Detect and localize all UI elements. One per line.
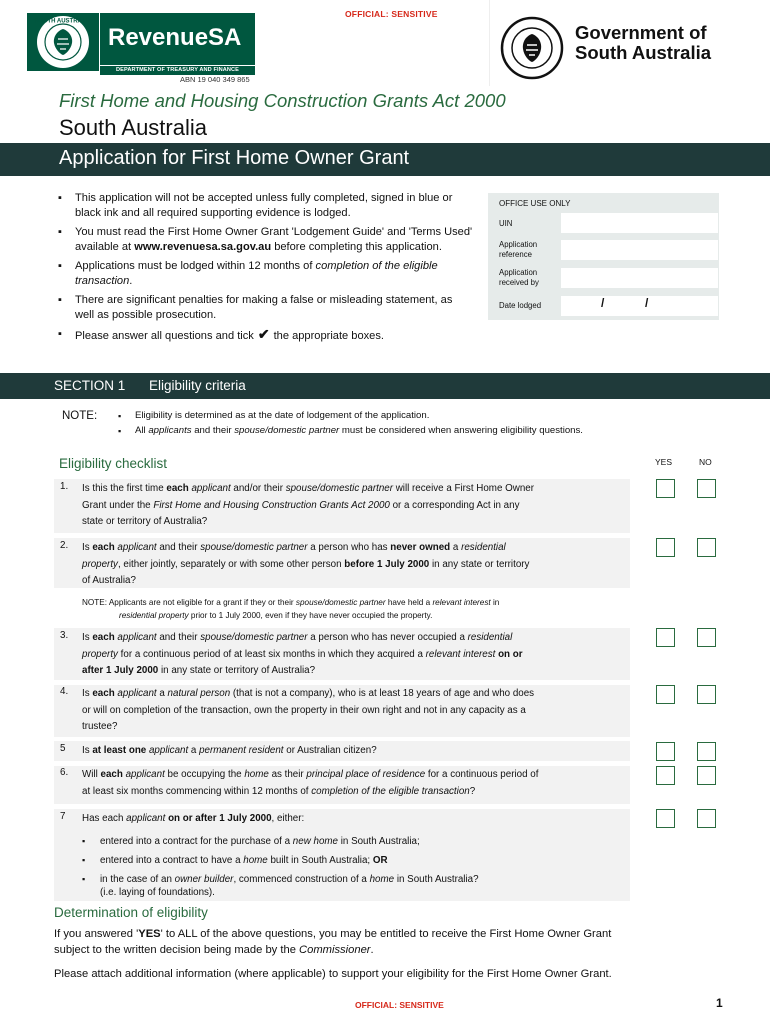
question-2-note-line: NOTE: Applicants are not eligible for a grant if they or their spouse/domestic partner have held a relevant interest in [82, 598, 500, 607]
question-2-yes-checkbox[interactable] [656, 538, 675, 557]
question-7-option: ▪ entered into a contract for the purchase of a new home in South Australia; [82, 835, 582, 848]
classification-label: OFFICIAL: SENSITIVE [345, 9, 438, 19]
question-4-text [82, 686, 534, 736]
question-7-options [82, 835, 582, 905]
question-1-yes-checkbox[interactable] [656, 479, 675, 498]
question-5-number: 5 [60, 743, 66, 754]
received-by-field[interactable] [561, 268, 718, 288]
question-4-number: 4. [60, 686, 69, 697]
question-3-number: 3. [60, 630, 69, 641]
instruction-item: ▪ There are significant penalties for making a false or misleading statement, as well as possible prosecution. [58, 293, 473, 323]
determination-paragraph-1 [54, 926, 724, 958]
question-7-line: Has each applicant on or after 1 July 2000, either: [82, 813, 305, 824]
question-1-line: Grant under the First Home and Housing Construction Grants Act 2000 or a corresponding Act in any [82, 499, 520, 511]
eligibility-checklist-heading: Eligibility checklist [59, 456, 168, 471]
question-7-option-line: ▪ in the case of an owner builder, commenced construction of a home in South Australia? [100, 874, 479, 885]
question-5-no-checkbox[interactable] [697, 742, 716, 761]
question-4-no-checkbox[interactable] [697, 685, 716, 704]
question-7-option-line: (i.e. laying of foundations). [100, 887, 215, 898]
determination-paragraph-2: Please attach additional information (where applicable) to support your eligibility for the First Home Owner Grant. [54, 968, 612, 980]
office-use-box [488, 193, 719, 320]
date-lodged-row [499, 296, 719, 311]
question-3-yes-checkbox[interactable] [656, 628, 675, 647]
tick-instruction-after: the appropriate boxes. [273, 330, 384, 342]
question-4-yes-checkbox[interactable] [656, 685, 675, 704]
question-5-text [82, 743, 377, 760]
question-2-line: of Australia? [82, 575, 136, 586]
tick-instruction-before: Please answer all questions and tick [75, 330, 254, 342]
state-title: South Australia [59, 115, 207, 140]
received-by-row [499, 268, 719, 288]
page-number: 1 [716, 996, 723, 1010]
question-7-number: 7 [60, 811, 66, 822]
instructions-list [58, 191, 473, 348]
question-1-line: state or territory of Australia? [82, 516, 208, 527]
question-1-text [82, 481, 534, 531]
question-4-line: trustee? [82, 721, 118, 732]
note-label: NOTE: [62, 410, 98, 422]
uin-label: UIN [499, 219, 513, 228]
question-6-number: 6. [60, 767, 69, 778]
question-3-line: after 1 July 2000 in any state or territory of Australia? [82, 665, 316, 676]
question-2-line: Is each applicant and their spouse/domestic partner a person who has never owned a residential [82, 542, 506, 553]
question-3-line: property for a continuous period of at least six months in which they acquired a relevant interest on or [82, 648, 523, 660]
question-1-number: 1. [60, 481, 69, 492]
date-lodged-field[interactable] [561, 296, 718, 316]
section-number: SECTION 1 [54, 378, 126, 393]
act-title: First Home and Housing Construction Grants Act 2000 [59, 90, 506, 111]
government-wordmark-line1: Government of [575, 22, 707, 43]
form-title-banner [0, 143, 770, 176]
question-2-no-checkbox[interactable] [697, 538, 716, 557]
header-divider [489, 0, 490, 86]
received-by-label-1: Application [499, 268, 538, 277]
uin-row [499, 213, 719, 229]
question-1-line: Is this the first time each applicant and/or their spouse/domestic partner will receive a First Home Owner [82, 483, 534, 494]
question-6-yes-checkbox[interactable] [656, 766, 675, 785]
government-wordmark-line2: South Australia [575, 42, 712, 63]
office-use-title: OFFICE USE ONLY [499, 199, 571, 208]
question-6-line: Will each applicant be occupying the home as their principal place of residence for a continuous period of [82, 769, 539, 780]
determination-line: subject to the written decision being made by the Commissioner. [54, 944, 374, 956]
date-lodged-label: Date lodged [499, 301, 542, 310]
question-6-no-checkbox[interactable] [697, 766, 716, 785]
question-7-yes-checkbox[interactable] [656, 809, 675, 828]
question-4-line: or will on completion of the transaction, own the property in their own right and not in any capacity as a [82, 704, 526, 716]
instruction-item: ▪ You must read the First Home Owner Grant 'Lodgement Guide' and 'Terms Used' available at www.revenuesa.sa.gov.au before completing this application. [58, 225, 473, 255]
instruction-item: ▪ This application will not be accepted unless fully completed, signed in blue or black ink and all required supporting evidence is lodged. [58, 191, 473, 221]
date-separator: / [645, 296, 649, 310]
application-reference-field[interactable] [561, 240, 718, 260]
revenuesa-wordmark: RevenueSA [100, 13, 255, 65]
instruction-item: ▪ Applications must be lodged within 12 months of completion of the eligible transaction. [58, 259, 473, 289]
question-2-number: 2. [60, 540, 69, 551]
date-separator: / [601, 296, 605, 310]
question-1-no-checkbox[interactable] [697, 479, 716, 498]
uin-field[interactable] [561, 213, 718, 233]
question-3-no-checkbox[interactable] [697, 628, 716, 647]
government-of-sa-logo [500, 16, 750, 80]
question-5-yes-checkbox[interactable] [656, 742, 675, 761]
question-2-note [82, 596, 627, 622]
question-3-line: Is each applicant and their spouse/domestic partner a person who has never occupied a residential [82, 632, 513, 643]
determination-heading: Determination of eligibility [54, 905, 208, 920]
received-by-label-2: received by [499, 278, 539, 287]
question-2-note-line: residential property prior to 1 July 2000, even if they have never occupied the property. [119, 611, 433, 620]
yes-column-header: YES [655, 457, 673, 467]
application-reference-label-1: Application [499, 240, 538, 249]
piping-shrike-seal-icon [500, 16, 564, 80]
question-2-line: property, either jointly, separately or with some other person before 1 July 2000 in any state or territory [82, 558, 530, 570]
question-7-no-checkbox[interactable] [697, 809, 716, 828]
section-title: Eligibility criteria [149, 378, 246, 393]
no-column-header: NO [699, 457, 712, 467]
note-list [118, 409, 583, 438]
question-6-line: at least six months commencing within 12 months of completion of the eligible transaction? [82, 785, 476, 797]
question-7-text [82, 811, 304, 828]
question-2-text [82, 540, 529, 590]
tick-icon: ✔ [257, 326, 270, 342]
application-reference-row [499, 240, 719, 260]
question-4-line: Is each applicant a natural person (that is not a company), who is at least 18 years of age and who does [82, 688, 535, 699]
question-7-option: ▪ entered into a contract to have a home built in South Australia; OR [82, 854, 582, 867]
question-6-text [82, 767, 538, 800]
revenuesa-logo [27, 13, 255, 71]
department-tagline: DEPARTMENT OF TREASURY AND FINANCE [100, 66, 255, 75]
abn-number: ABN 19 040 349 865 [180, 75, 250, 84]
sa-seal-icon [27, 13, 99, 71]
note-item: ▪ All applicants and their spouse/domestic partner must be considered when answering eligibility questions. [118, 424, 583, 439]
question-3-text [82, 630, 523, 680]
form-title: Application for First Home Owner Grant [59, 147, 410, 169]
footer-classification-label: OFFICIAL: SENSITIVE [355, 1000, 444, 1010]
application-reference-label-2: reference [499, 250, 532, 259]
section-1-banner [0, 373, 770, 399]
instruction-item-tick [58, 327, 473, 344]
svg-text:SOUTH AUSTRALIA: SOUTH AUSTRALIA [34, 18, 92, 25]
determination-line: If you answered 'YES' to ALL of the above questions, you may be entitled to receive the First Home Owner Grant [54, 928, 612, 940]
question-7-option [82, 873, 582, 899]
government-wordmark [575, 23, 711, 63]
note-item: ▪ Eligibility is determined as at the date of lodgement of the application. [118, 409, 583, 424]
question-5-line: Is at least one applicant a permanent resident or Australian citizen? [82, 745, 377, 756]
